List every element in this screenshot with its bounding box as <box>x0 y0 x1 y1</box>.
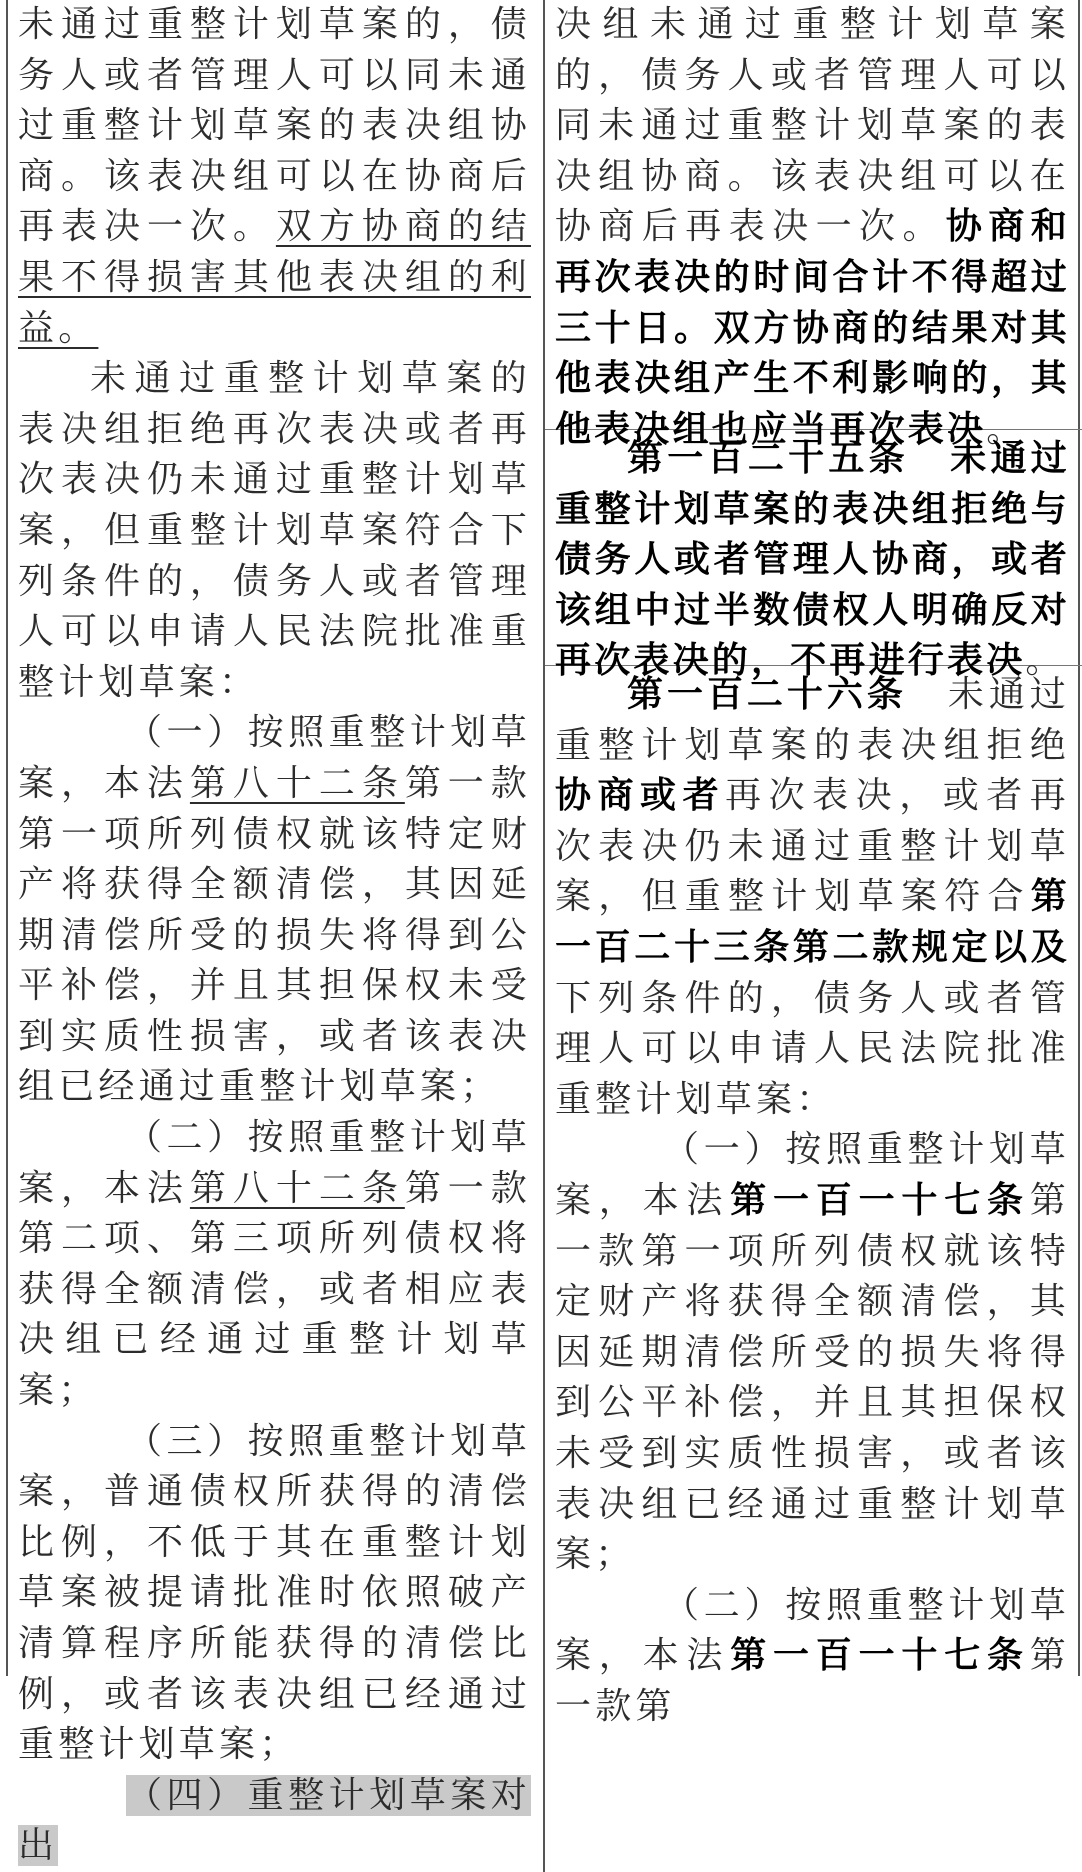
left-item2-article-ref: 第八十二条 <box>189 1167 405 1209</box>
article-125-body: 未通过重整计划草案的表决组拒绝与债务人或者管理人协商，或者该组中过半数债权人明确反对再次表决的，不再进行表决 <box>555 438 1070 682</box>
left-paragraph-2: 未通过重整计划草案的表决组拒绝再次表决或者再次表决仍未通过重整计划草案，但重整计划草案符合下列条件的，债务人或者管理人可以申请人民法院批准重整计划草案： <box>18 358 531 703</box>
left-cell <box>8 0 543 1872</box>
left-item-3: （三）按照重整计划草案，普通债权所获得的清偿比例，不低于其在重整计划草案被提请批准时依照破产清算程序所能获得的清偿比例，或者该表决组已经通过重整计划草案； <box>18 1420 531 1766</box>
left-p1-underlined-text: 双方协商的结果不得损害其他表决组的利益。 <box>18 206 531 349</box>
article-126-bold-1: 协商或者 <box>555 775 726 817</box>
right-item-2 <box>555 1581 1070 1733</box>
right-column <box>545 0 1082 1872</box>
article-126-bold-2: 第一百二十三条第二款规定以及 <box>555 876 1070 968</box>
left-item1-rest: 第一款第一项所列债权就该特定财产将获得全额清偿，其因延期清偿所受的损失将得到公平补偿，并且其担保权未受到实质性损害，或者该表决组已经通过重整计划草案； <box>18 762 531 1108</box>
left-column <box>8 0 545 1872</box>
right-cell-2 <box>545 430 1082 682</box>
article-125-title: 第一百二十五条 <box>627 438 909 479</box>
right-paragraph-1 <box>555 0 1070 455</box>
left-item-4 <box>18 1771 531 1872</box>
article-126-text-c: 下列条件的，债务人或者管理人可以申请人民法院批准重整计划草案： <box>555 977 1070 1120</box>
left-item1-article-ref: 第八十二条 <box>189 762 405 804</box>
right-item1-article-ref: 第一百一十七条 <box>730 1179 1030 1221</box>
right-article-125 <box>555 434 1070 687</box>
right-p1-text: 决组未通过重整计划草案的，债务人或者管理人可以同未通过重整计划草案的表决组协商。该表决组可以在协商后再表决一次。 <box>555 4 1070 248</box>
left-item2-rest: 第一款第二项、第三项所列债权将获得全额清偿，或者相应表决组已经通过重整计划草案； <box>18 1167 531 1412</box>
right-cell-1 <box>545 0 1082 450</box>
left-p1-text: 未通过重整计划草案的，债务人或者管理人可以同未通过重整计划草案的表决组协商。该表决组可以在协商后再表决一次。 <box>18 4 531 248</box>
left-paragraph-1 <box>18 0 531 354</box>
right-p1-bold-text: 协商和再次表决的时间合计不得超过三十日。双方协商的结果对其他表决组产生不利影响的，其他表决组也应当再次表决 <box>555 206 1070 450</box>
left-item1-lead: （一）按照重整计划草案，本法 <box>18 712 531 804</box>
article-126-text-b: 再次表决，或者再次表决仍未通过重整计划草案，但重整计划草案符合 <box>555 775 1070 918</box>
right-item2-article-ref: 第一百一十七条 <box>730 1635 1030 1677</box>
left-item-1 <box>18 708 531 1113</box>
right-cell-3 <box>545 666 1082 1732</box>
right-item1-lead: （一）按照重整计划草案，本法 <box>555 1129 1070 1221</box>
right-item-1 <box>555 1125 1070 1580</box>
article-125-end: 。 <box>1025 640 1066 682</box>
right-p1-end: 。 <box>986 408 1027 450</box>
right-item2-rest: 第一款第 <box>555 1635 1070 1727</box>
left-item2-lead: （二）按照重整计划草案，本法 <box>18 1117 531 1209</box>
right-article-126 <box>555 670 1070 1125</box>
comparison-table <box>6 0 1080 1867</box>
right-item2-lead: （二）按照重整计划草案，本法 <box>555 1584 1070 1677</box>
article-126-title: 第一百二十六条 <box>627 674 907 715</box>
article-126-text-a: 未通过重整计划草案的表决组拒绝 <box>555 674 1071 766</box>
right-item1-rest: 第一款第一项所列债权就该特定财产将获得全额清偿，其因延期清偿所受的损失将得到公平补偿，并且其担保权未受到实质性损害，或者该表决组已经通过重整计划草案； <box>555 1179 1070 1576</box>
left-item-2 <box>18 1113 531 1417</box>
left-item4-shaded-text: （四）重整计划草案对出 <box>18 1774 531 1867</box>
